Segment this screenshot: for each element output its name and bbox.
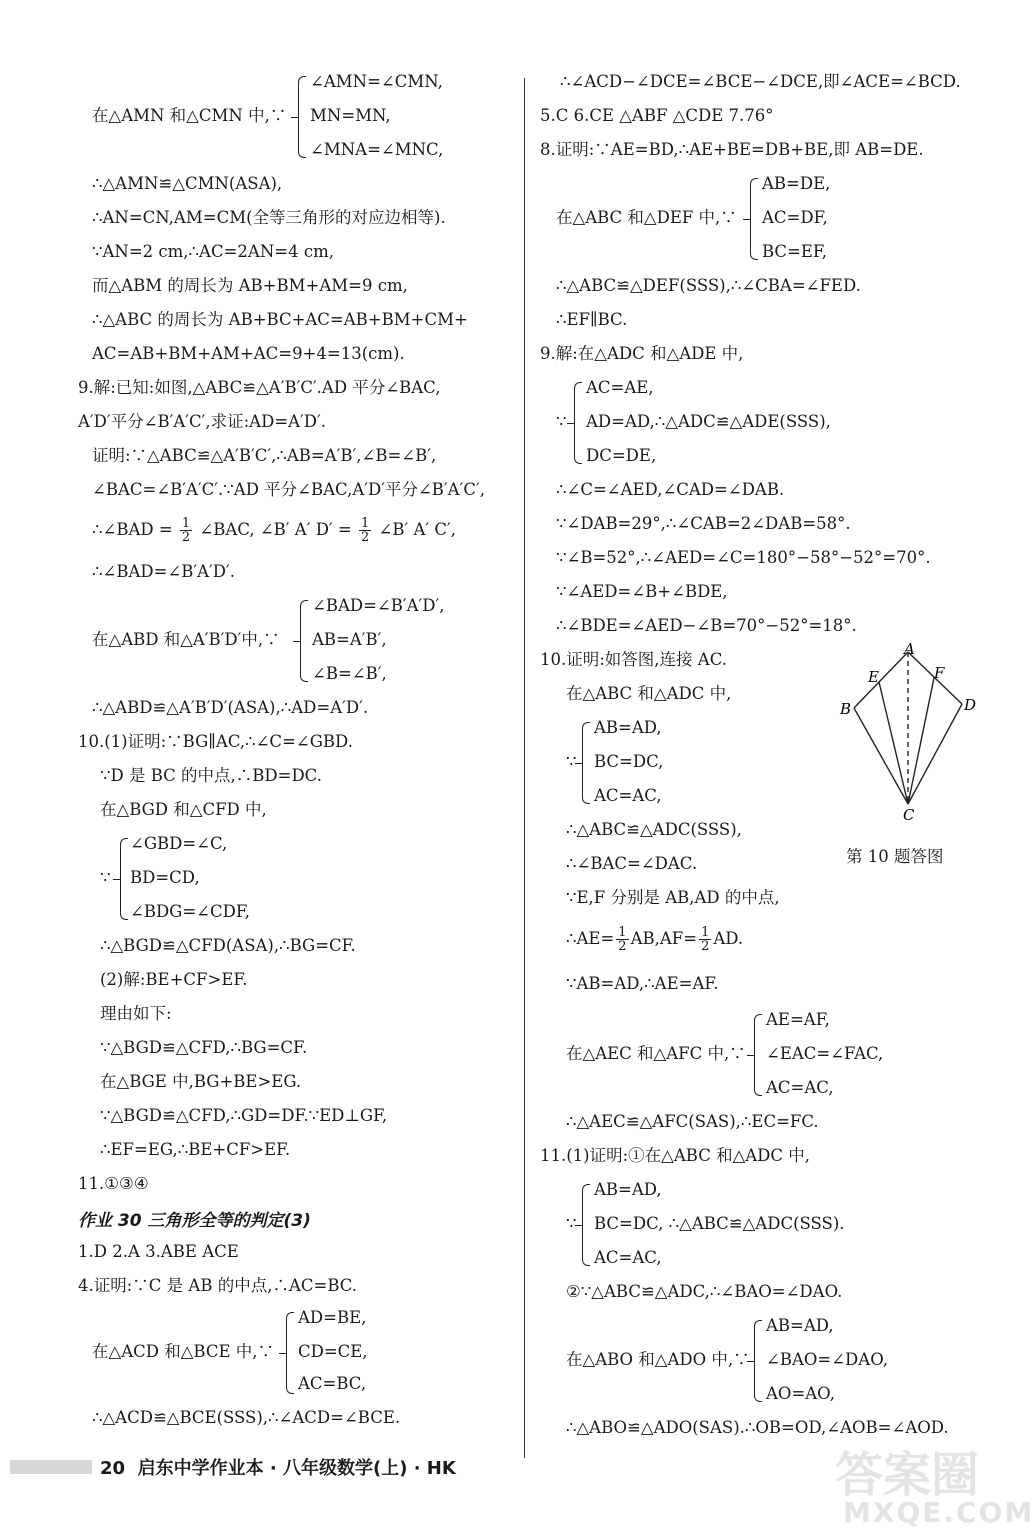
label-c: C bbox=[903, 806, 915, 824]
text-line: ∠BAC=∠B′A′C′.∵AD 平分∠BAC,A′D′平分∠B′A′C′, bbox=[92, 480, 485, 499]
text-line: ∴△ABO≌△ADO(SAS).∴OB=OD,∠AOB=∠AOD. bbox=[566, 1418, 949, 1437]
fraction bbox=[359, 517, 371, 544]
text-line: ∴AN=CN,AM=CM(全等三角形的对应边相等). bbox=[92, 208, 446, 227]
text-line: ∠EAC=∠FAC, bbox=[766, 1044, 884, 1063]
text-line: 在△ABD 和△A′B′D′中,∵ bbox=[92, 630, 280, 649]
segment-bc bbox=[854, 708, 908, 804]
text-line: AC=AC, bbox=[594, 786, 662, 805]
text-line: ∵△BGD≌△CFD,∴GD=DF.∵ED⊥GF, bbox=[100, 1106, 388, 1125]
fraction-numerator: 1 bbox=[701, 925, 710, 940]
text-line: ∵AB=AD,∴AE=AF. bbox=[566, 974, 719, 993]
text-line: (2)解:BE+CF>EF. bbox=[100, 970, 248, 989]
text-segment: AB,AF= bbox=[630, 929, 698, 948]
text-line: BD=CD, bbox=[130, 868, 200, 887]
text-segment: ∴∠BAD = bbox=[92, 520, 173, 539]
text-line: CD=CE, bbox=[298, 1342, 368, 1361]
fraction-denominator: 2 bbox=[181, 530, 191, 545]
brace bbox=[754, 1014, 762, 1096]
text-line: AE=AF, bbox=[766, 1010, 830, 1029]
fraction-numerator: 1 bbox=[618, 925, 627, 940]
text-line: ∵AN=2 cm,∴AC=2AN=4 cm, bbox=[92, 242, 334, 261]
text-line: AD=BE, bbox=[298, 1308, 367, 1327]
text-line: ∠GBD=∠C, bbox=[130, 834, 228, 853]
watermark-logo-text: 答案圈 bbox=[835, 1447, 980, 1503]
text-line: AO=AO, bbox=[766, 1384, 835, 1403]
text-line: ∴∠ACD−∠DCE=∠BCE−∠DCE,即∠ACE=∠BCD. bbox=[560, 72, 961, 91]
figure-caption: 第 10 题答图 bbox=[846, 847, 944, 866]
text-line: ∠AMN=∠CMN, bbox=[310, 72, 443, 91]
text-line: ∵ bbox=[100, 868, 111, 887]
text-segment: ∴AE= bbox=[566, 929, 615, 948]
text-line: 5.C 6.CE △ABF △CDE 7.76° bbox=[540, 106, 774, 125]
label-b: B bbox=[840, 700, 852, 718]
brace bbox=[574, 382, 582, 464]
watermark-url: MXQE.COM bbox=[843, 1496, 1034, 1529]
text-line: ∴△ABC≌△DEF(SSS),∴∠CBA=∠FED. bbox=[556, 276, 861, 295]
text-line: 1.D 2.A 3.ABE ACE bbox=[78, 1242, 239, 1261]
text-line: ∠BDG=∠CDF, bbox=[130, 902, 250, 921]
text-line: AB=AD, bbox=[766, 1316, 834, 1335]
footer-bar bbox=[10, 1460, 92, 1474]
text-line: ∵ bbox=[556, 412, 567, 431]
watermark bbox=[815, 1436, 1034, 1532]
text-line: ∴△AMN≌△CMN(ASA), bbox=[92, 174, 283, 193]
fraction bbox=[616, 926, 628, 953]
text-segment: ∠BAC, ∠B′ A′ D′ = bbox=[199, 520, 352, 539]
text-line: AC=DF, bbox=[762, 208, 828, 227]
text-line: ∴EF=EG,∴BE+CF>EF. bbox=[100, 1140, 291, 1159]
text-line: ∵D 是 BC 的中点,∴BD=DC. bbox=[100, 766, 322, 785]
text-line: ∵ bbox=[566, 1214, 577, 1233]
text-line: 证明:∵△ABC≌△A′B′C′,∴AB=A′B′,∠B=∠B′, bbox=[92, 446, 437, 465]
text-line: ∴∠C=∠AED,∠CAD=∠DAB. bbox=[556, 480, 785, 499]
text-line: BC=DC, bbox=[594, 752, 664, 771]
segment-dc bbox=[908, 704, 962, 804]
text-line: ∠B=∠B′, bbox=[312, 664, 387, 683]
text-line: 在△BGE 中,BG+BE>EG. bbox=[100, 1072, 302, 1091]
fraction bbox=[180, 517, 192, 544]
text-line: 10.(1)证明:∵BG∥AC,∴∠C=∠GBD. bbox=[78, 732, 353, 751]
brace bbox=[300, 600, 308, 682]
text-segment: ∠B′ A′ C′, bbox=[378, 520, 456, 539]
segment-ab bbox=[854, 652, 908, 708]
text-line: 11.(1)证明:①在△ABC 和△ADC 中, bbox=[540, 1146, 811, 1165]
brace bbox=[754, 1320, 762, 1402]
section-heading: 作业 30 三角形全等的判定(3) bbox=[78, 1211, 311, 1231]
text-line: AB=A′B′, bbox=[312, 630, 387, 649]
page-footer bbox=[100, 1454, 456, 1480]
brace bbox=[120, 838, 128, 920]
text-line: 在△AMN 和△CMN 中,∵ bbox=[92, 106, 287, 125]
text-line: ∴∠BDE=∠AED−∠B=70°−52°=18°. bbox=[556, 616, 857, 635]
geometry-figure bbox=[830, 640, 990, 840]
label-e: E bbox=[868, 668, 879, 686]
brace bbox=[298, 76, 306, 158]
text-line: BC=EF, bbox=[762, 242, 828, 261]
text-line: ∴△ABC≌△ADC(SSS), bbox=[566, 820, 742, 839]
text-line bbox=[566, 926, 743, 953]
label-d: D bbox=[964, 696, 977, 714]
text-line: ∵∠B=52°,∴∠AED=∠C=180°−58°−52°=70°. bbox=[556, 548, 931, 567]
brace bbox=[582, 1184, 590, 1266]
text-line bbox=[92, 517, 456, 544]
text-line: 9.解:已知:如图,△ABC≌△A′B′C′.AD 平分∠BAC, bbox=[78, 378, 441, 397]
fraction-denominator: 2 bbox=[701, 939, 710, 954]
text-line: 在△ABO 和△ADO 中,∵ bbox=[566, 1350, 750, 1369]
text-line: 理由如下: bbox=[100, 1004, 172, 1023]
fraction bbox=[699, 926, 711, 953]
text-line: 9.解:在△ADC 和△ADE 中, bbox=[540, 344, 744, 363]
text-line: AC=BC, bbox=[298, 1374, 367, 1393]
text-line: ∴△ABD≌△A′B′D′(ASA),∴AD=A′D′. bbox=[92, 698, 369, 717]
text-line: ∴∠BAC=∠DAC. bbox=[566, 854, 698, 873]
text-line: BC=DC, ∴△ABC≌△ADC(SSS). bbox=[594, 1214, 845, 1233]
text-line: ∴∠BAD=∠B′A′D′. bbox=[92, 562, 235, 581]
fraction-denominator: 2 bbox=[618, 939, 627, 954]
text-line: ②∵△ABC≌△ADC,∴∠BAO=∠DAO. bbox=[566, 1282, 843, 1301]
text-line: 10.证明:如答图,连接 AC. bbox=[540, 650, 727, 669]
fraction-numerator: 1 bbox=[361, 516, 370, 531]
text-line: 在△ACD 和△BCE 中,∵ bbox=[92, 1342, 274, 1361]
text-line: ∠BAO=∠DAO, bbox=[766, 1350, 888, 1369]
text-segment: AD. bbox=[713, 929, 744, 948]
label-a: A bbox=[904, 640, 915, 658]
column-divider bbox=[524, 78, 525, 1458]
label-f: F bbox=[934, 664, 945, 682]
page-number: 20 bbox=[100, 1458, 126, 1479]
text-line: ∠MNA=∠MNC, bbox=[310, 140, 444, 159]
text-line: AB=AD, bbox=[594, 718, 662, 737]
text-line: AC=AE, bbox=[586, 378, 654, 397]
text-line: ∴△ACD≌△BCE(SSS),∴∠ACD=∠BCE. bbox=[92, 1408, 401, 1427]
text-line: ∵△BGD≌△CFD,∴BG=CF. bbox=[100, 1038, 308, 1057]
text-line: ∵ bbox=[566, 752, 577, 771]
text-line: ∠BAD=∠B′A′D′, bbox=[312, 596, 445, 615]
text-line: ∴△AEC≌△AFC(SAS),∴EC=FC. bbox=[566, 1112, 819, 1131]
text-line: 在△ABC 和△DEF 中,∵ bbox=[556, 208, 737, 227]
text-line: ∴△ABC 的周长为 AB+BC+AC=AB+BM+CM+ bbox=[92, 310, 468, 329]
text-line: MN=MN, bbox=[310, 106, 391, 125]
text-line: AC=AC, bbox=[594, 1248, 662, 1267]
text-line: DC=DE, bbox=[586, 446, 657, 465]
text-line: AD=AD,∴△ADC≌△ADE(SSS), bbox=[586, 412, 831, 431]
text-line: AC=AC, bbox=[766, 1078, 834, 1097]
text-line: ∵∠AED=∠B+∠BDE, bbox=[556, 582, 728, 601]
text-line: AC=AB+BM+AM+AC=9+4=13(cm). bbox=[92, 344, 405, 363]
segment-ec bbox=[879, 682, 908, 804]
text-line: AB=DE, bbox=[762, 174, 831, 193]
segment-fc bbox=[908, 678, 934, 804]
fraction-numerator: 1 bbox=[181, 516, 191, 531]
text-line: AB=AD, bbox=[594, 1180, 662, 1199]
text-line: 4.证明:∵C 是 AB 的中点,∴AC=BC. bbox=[78, 1276, 358, 1295]
fraction-denominator: 2 bbox=[361, 530, 370, 545]
book-title: 启东中学作业本 · 八年级数学(上) · HK bbox=[137, 1458, 456, 1479]
text-line: 在△ABC 和△ADC 中, bbox=[566, 684, 732, 703]
brace bbox=[750, 178, 758, 260]
text-line: 而△ABM 的周长为 AB+BM+AM=9 cm, bbox=[92, 276, 408, 295]
brace bbox=[582, 722, 590, 804]
text-line: 11.①③④ bbox=[78, 1174, 149, 1193]
text-line: ∵∠DAB=29°,∴∠CAB=2∠DAB=58°. bbox=[556, 514, 851, 533]
text-line: 8.证明:∵AE=BD,∴AE+BE=DB+BE,即 AB=DE. bbox=[540, 140, 924, 159]
brace bbox=[286, 1312, 294, 1394]
text-line: ∴EF∥BC. bbox=[556, 310, 628, 329]
text-line: 在△AEC 和△AFC 中,∵ bbox=[566, 1044, 746, 1063]
text-line: ∴△BGD≌△CFD(ASA),∴BG=CF. bbox=[100, 936, 356, 955]
text-line: 在△BGD 和△CFD 中, bbox=[100, 800, 267, 819]
text-line: A′D′平分∠B′A′C′,求证:AD=A′D′. bbox=[78, 412, 327, 431]
text-line: ∵E,F 分别是 AB,AD 的中点, bbox=[566, 888, 780, 907]
